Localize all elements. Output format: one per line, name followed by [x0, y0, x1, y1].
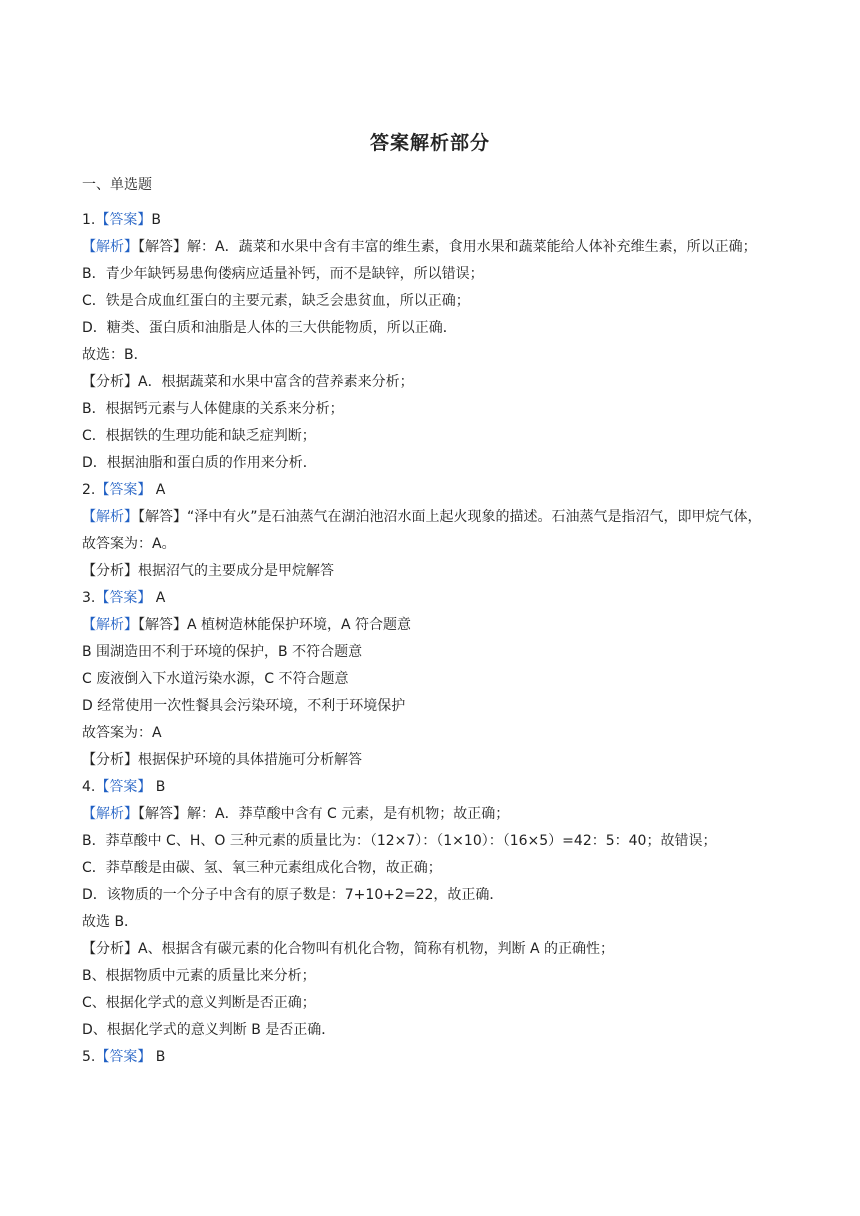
q5-answer-line	[82, 1044, 786, 1071]
q4-jieda: 【解答】解：A．莽草酸中含有 C 元素，是有机物；故正确；	[138, 806, 510, 822]
q5-answer-tag: 【答案】	[95, 1049, 152, 1065]
q1-line: 故选：B．	[82, 347, 148, 363]
q5-number: 5.	[82, 1049, 96, 1065]
q4-number: 4.	[82, 779, 96, 795]
q3-line: 故答案为：A	[82, 725, 162, 741]
q1-answer-tag: 【答案】	[95, 212, 152, 228]
q1-answer-line	[82, 207, 786, 234]
q1-line: B．根据钙元素与人体健康的关系来分析；	[82, 401, 344, 417]
q4-explanation	[82, 801, 786, 828]
q1-number: 1.	[82, 212, 96, 228]
q2-jieda: 【解答】“泽中有火”是石油蒸气在湖泊池沼水面上起火现象的描述。石油蒸气是指沼气，即甲烷气体，	[138, 509, 762, 525]
q1-line: C．根据铁的生理功能和缺乏症判断；	[82, 428, 316, 444]
q2-answer-tag: 【答案】	[95, 482, 152, 498]
q4-line: D．该物质的一个分子中含有的原子数是：7+10+2=22，故正确．	[82, 887, 504, 903]
q4-answer-line	[82, 774, 786, 801]
q4-line: B、根据物质中元素的质量比来分析；	[82, 968, 316, 984]
q3-number: 3.	[82, 590, 96, 606]
q1-jieda: 【解答】解：A．蔬菜和水果中含有丰富的维生素，食用水果和蔬菜能给人体补充维生素，所以正确；	[138, 239, 757, 255]
q5-answer: B	[151, 1049, 166, 1065]
q1-jiexi-tag: 【解析】	[82, 239, 138, 255]
q4-line: D、根据化学式的意义判断 B 是否正确．	[82, 1022, 336, 1038]
q2-answer-line	[82, 477, 786, 504]
q4-jiexi-tag: 【解析】	[82, 806, 138, 822]
q3-answer-tag: 【答案】	[95, 590, 152, 606]
q3-line: D 经常使用一次性餐具会污染环境，不利于环境保护	[82, 698, 406, 714]
q3-explanation	[82, 612, 786, 639]
q4-line: 【分析】A、根据含有碳元素的化合物叫有机化合物，简称有机物，判断 A 的正确性；	[82, 941, 615, 957]
q4-line: B．莽草酸中 C、H、O 三种元素的质量比为：（12×7）：（1×10）：（16×5）=42：5：40；故错误；	[82, 833, 717, 849]
page-title: 答案解析部分	[369, 132, 490, 154]
q1-line: D．糖类、蛋白质和油脂是人体的三大供能物质，所以正确．	[82, 320, 457, 336]
answer-content	[82, 172, 786, 1071]
q3-line: 【分析】根据保护环境的具体措施可分析解答	[82, 752, 362, 768]
q1-line: B．青少年缺钙易患佝偻病应适量补钙，而不是缺锌，所以错误；	[82, 266, 484, 282]
q1-explanation	[82, 234, 786, 261]
q2-explanation	[82, 504, 786, 531]
q2-line: 故答案为：A。	[82, 536, 176, 552]
q4-line: C．莽草酸是由碳、氢、氧三种元素组成化合物，故正确；	[82, 860, 442, 876]
q1-line: 【分析】A．根据蔬菜和水果中富含的营养素来分析；	[82, 374, 414, 390]
q4-answer: B	[151, 779, 166, 795]
q1-line: D．根据油脂和蛋白质的作用来分析．	[82, 455, 317, 471]
section-heading: 一、单选题	[82, 177, 152, 193]
q3-jieda: 【解答】A 植树造林能保护环境，A 符合题意	[138, 617, 412, 633]
q2-answer: A	[151, 482, 166, 498]
q1-line: C．铁是合成血红蛋白的主要元素，缺乏会患贫血，所以正确；	[82, 293, 470, 309]
q2-jiexi-tag: 【解析】	[82, 509, 138, 525]
q1-answer: B	[151, 212, 161, 228]
q3-answer: A	[151, 590, 166, 606]
q3-jiexi-tag: 【解析】	[82, 617, 138, 633]
q4-line: C、根据化学式的意义判断是否正确；	[82, 995, 316, 1011]
q3-answer-line	[82, 585, 786, 612]
q3-line: B 围湖造田不利于环境的保护，B 不符合题意	[82, 644, 363, 660]
q2-line: 【分析】根据沼气的主要成分是甲烷解答	[82, 563, 334, 579]
q3-line: C 废液倒入下水道污染水源，C 不符合题意	[82, 671, 349, 687]
q4-answer-tag: 【答案】	[95, 779, 152, 795]
q4-line: 故选 B．	[82, 914, 139, 930]
q2-number: 2.	[82, 482, 96, 498]
